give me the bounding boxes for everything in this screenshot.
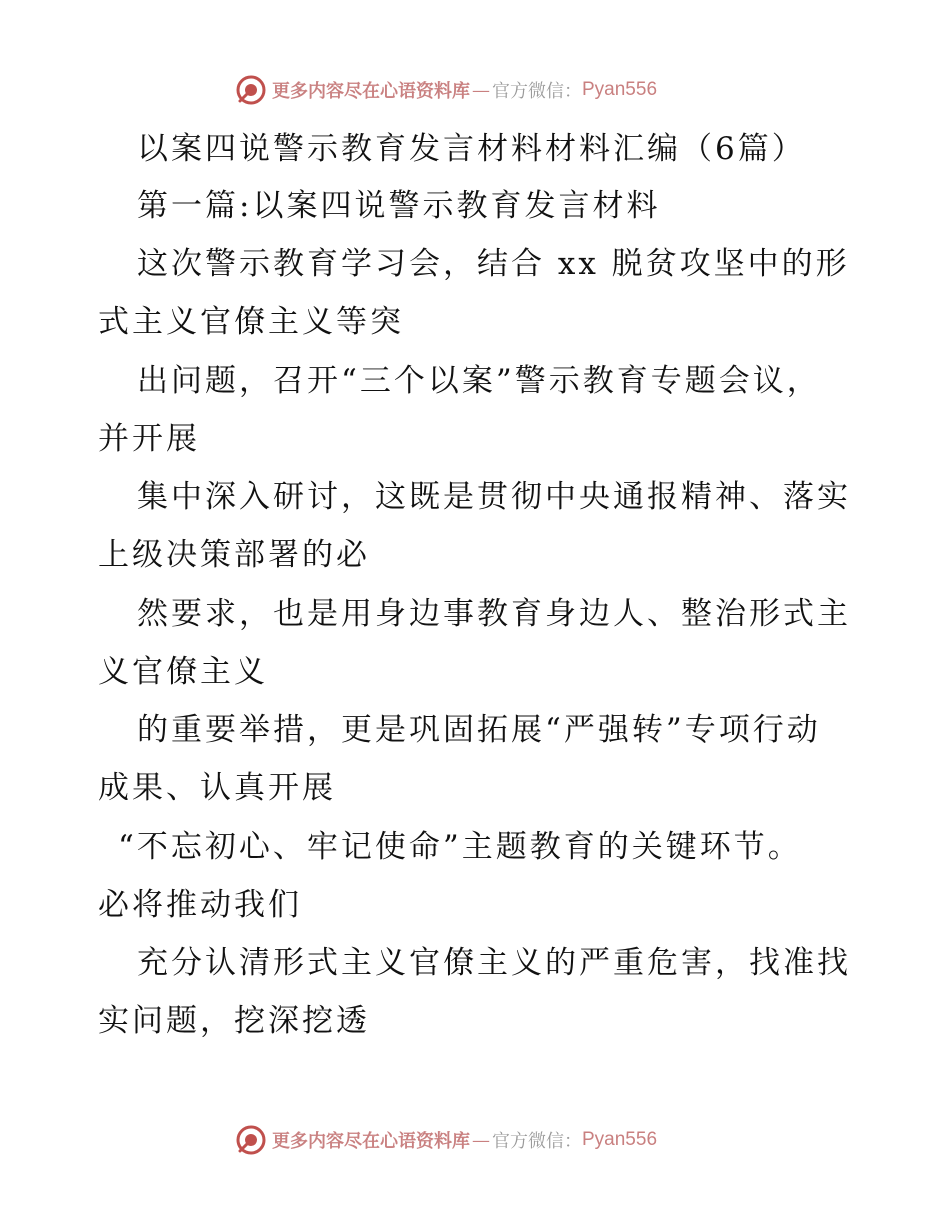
paragraph-line: 成果、认真开展 — [98, 770, 336, 806]
watermark-label: 官方微信： — [492, 1131, 582, 1152]
paragraph-line: 充分认清形式主义官僚主义的严重危害，找准找 — [137, 945, 851, 981]
paragraph-line: 并开展 — [98, 421, 200, 457]
watermark-dash: — — [472, 1129, 490, 1151]
paragraph-line: 式主义官僚主义等突 — [98, 304, 404, 340]
paragraph-line: 实问题，挖深挖透 — [98, 1003, 370, 1039]
paragraph-line: 义官僚主义 — [98, 654, 268, 690]
pen-logo-icon — [236, 1125, 266, 1155]
paragraph-line: “不忘初心、牢记使命”主题教育的关键环节。 — [118, 829, 802, 865]
paragraph-line: 必将推动我们 — [98, 887, 302, 923]
watermark-brand: 更多内容尽在心语资料库 — [272, 81, 470, 102]
pen-logo-icon — [236, 75, 266, 105]
watermark-header — [236, 73, 657, 107]
watermark-label: 官方微信： — [492, 81, 582, 102]
paragraph-line: 的重要举措，更是巩固拓展“严强转”专项行动 — [137, 712, 821, 748]
paragraph-line: 这次警示教育学习会，结合 xx 脱贫攻坚中的形 — [137, 246, 850, 282]
paragraph-line: 集中深入研讨，这既是贯彻中央通报精神、落实 — [137, 479, 851, 515]
watermark-dash: — — [472, 79, 490, 101]
watermark-brand: 更多内容尽在心语资料库 — [272, 1131, 470, 1152]
chapter-heading: 第一篇:以案四说警示教育发言材料 — [137, 188, 661, 224]
watermark-account: Pyan556 — [582, 79, 658, 100]
watermark-account: Pyan556 — [582, 1129, 658, 1150]
paragraph-line: 出问题，召开“三个以案”警示教育专题会议， — [137, 363, 821, 399]
watermark-footer — [236, 1123, 657, 1157]
paragraph-line: 然要求，也是用身边事教育身边人、整治形式主 — [137, 596, 851, 632]
document-title: 以案四说警示教育发言材料材料汇编（6篇） — [137, 131, 806, 167]
paragraph-line: 上级决策部署的必 — [98, 537, 370, 573]
